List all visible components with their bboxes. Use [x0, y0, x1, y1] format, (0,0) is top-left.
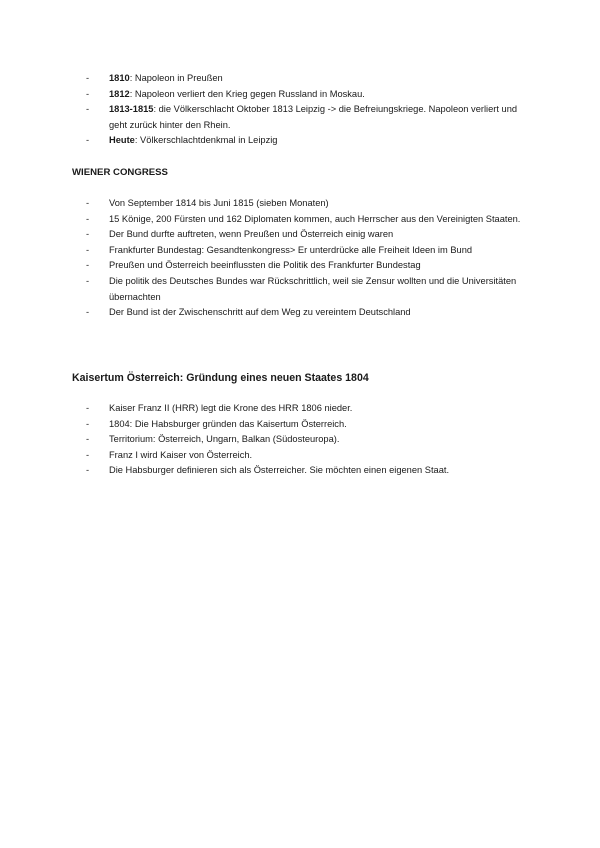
item-date: 1812 — [109, 88, 130, 99]
list-dash: - — [86, 465, 90, 476]
item-text: Frankfurter Bundestag: Gesandtenkongress> Er unterdrücke alle Freiheit Ideen im Bund — [109, 244, 473, 255]
list-item — [86, 305, 526, 321]
list-dash: - — [86, 198, 90, 208]
item-date: 1810 — [109, 73, 130, 83]
item-text: : Napoleon verliert den Krieg gegen Russland in Moskau. — [129, 88, 365, 99]
list-item — [86, 274, 526, 305]
list-dash: - — [86, 244, 90, 255]
item-text: Der Bund durfte auftreten, wenn Preußen und Österreich einig waren — [109, 229, 394, 240]
item-text: : Völkerschlachtdenkmal in Leipzig — [134, 135, 278, 146]
list-item — [86, 133, 526, 149]
list-item — [86, 401, 526, 417]
item-text: : Napoleon in Preußen — [129, 73, 223, 83]
kaisertum-list — [86, 401, 526, 479]
section-heading-wiener-congress: WIENER CONGRESS — [72, 167, 168, 178]
item-text: Von September 1814 bis Juni 1815 (sieben Monaten) — [109, 198, 329, 208]
item-text: Territorium: Österreich, Ungarn, Balkan (Südosteuropa). — [109, 434, 340, 445]
item-date: Heute — [109, 135, 135, 146]
list-dash: - — [86, 213, 90, 224]
list-dash: - — [86, 403, 90, 413]
list-dash: - — [86, 434, 90, 445]
list-dash: - — [86, 229, 90, 240]
list-item — [86, 258, 526, 274]
item-text: 1804: Die Habsburger gründen das Kaisertum Österreich. — [109, 418, 347, 429]
item-text: 15 Könige, 200 Fürsten und 162 Diplomaten kommen, auch Herrscher aus den Vereinigten Staaten. — [109, 213, 521, 224]
item-text: Franz I wird Kaiser von Österreich. — [109, 449, 253, 460]
list-item — [86, 432, 526, 448]
list-dash: - — [86, 418, 90, 429]
list-item — [86, 463, 526, 479]
item-text: : die Völkerschlacht Oktober 1813 Leipzig -> die Befreiungskriege. Napoleon verliert und geht zurück hinter den Rhein. — [109, 104, 518, 130]
list-item — [86, 102, 526, 133]
list-item — [86, 243, 526, 259]
list-item — [86, 448, 526, 464]
item-date: 1813-1815 — [109, 104, 154, 115]
list-item — [86, 87, 526, 103]
list-item — [86, 71, 526, 87]
list-dash: - — [86, 104, 90, 115]
list-item — [86, 196, 526, 212]
item-text: Kaiser Franz II (HRR) legt die Krone des HRR 1806 nieder. — [109, 403, 353, 413]
list-dash: - — [86, 449, 90, 460]
section-heading-kaisertum: Kaisertum Österreich: Gründung eines neuen Staates 1804 — [72, 372, 369, 384]
wiener-congress-list — [86, 196, 526, 321]
list-dash: - — [86, 307, 90, 318]
list-dash: - — [86, 73, 90, 83]
list-dash: - — [86, 260, 90, 271]
list-item — [86, 212, 526, 228]
list-dash: - — [86, 135, 90, 146]
list-dash: - — [86, 275, 90, 286]
item-text: Die Habsburger definieren sich als Österreicher. Sie möchten einen eigenen Staat. — [109, 465, 450, 476]
item-text: Die politik des Deutsches Bundes war Rückschrittlich, weil sie Zensur wollten und die Universitäten übernachten — [109, 275, 517, 302]
list-item — [86, 227, 526, 243]
item-text: Der Bund ist der Zwischenschritt auf dem Weg zu vereintem Deutschland — [109, 307, 411, 318]
list-item — [86, 417, 526, 433]
item-text: Preußen und Österreich beeinflussten die Politik des Frankfurter Bundestag — [109, 260, 421, 271]
napoleon-list — [86, 71, 526, 149]
list-dash: - — [86, 88, 90, 99]
